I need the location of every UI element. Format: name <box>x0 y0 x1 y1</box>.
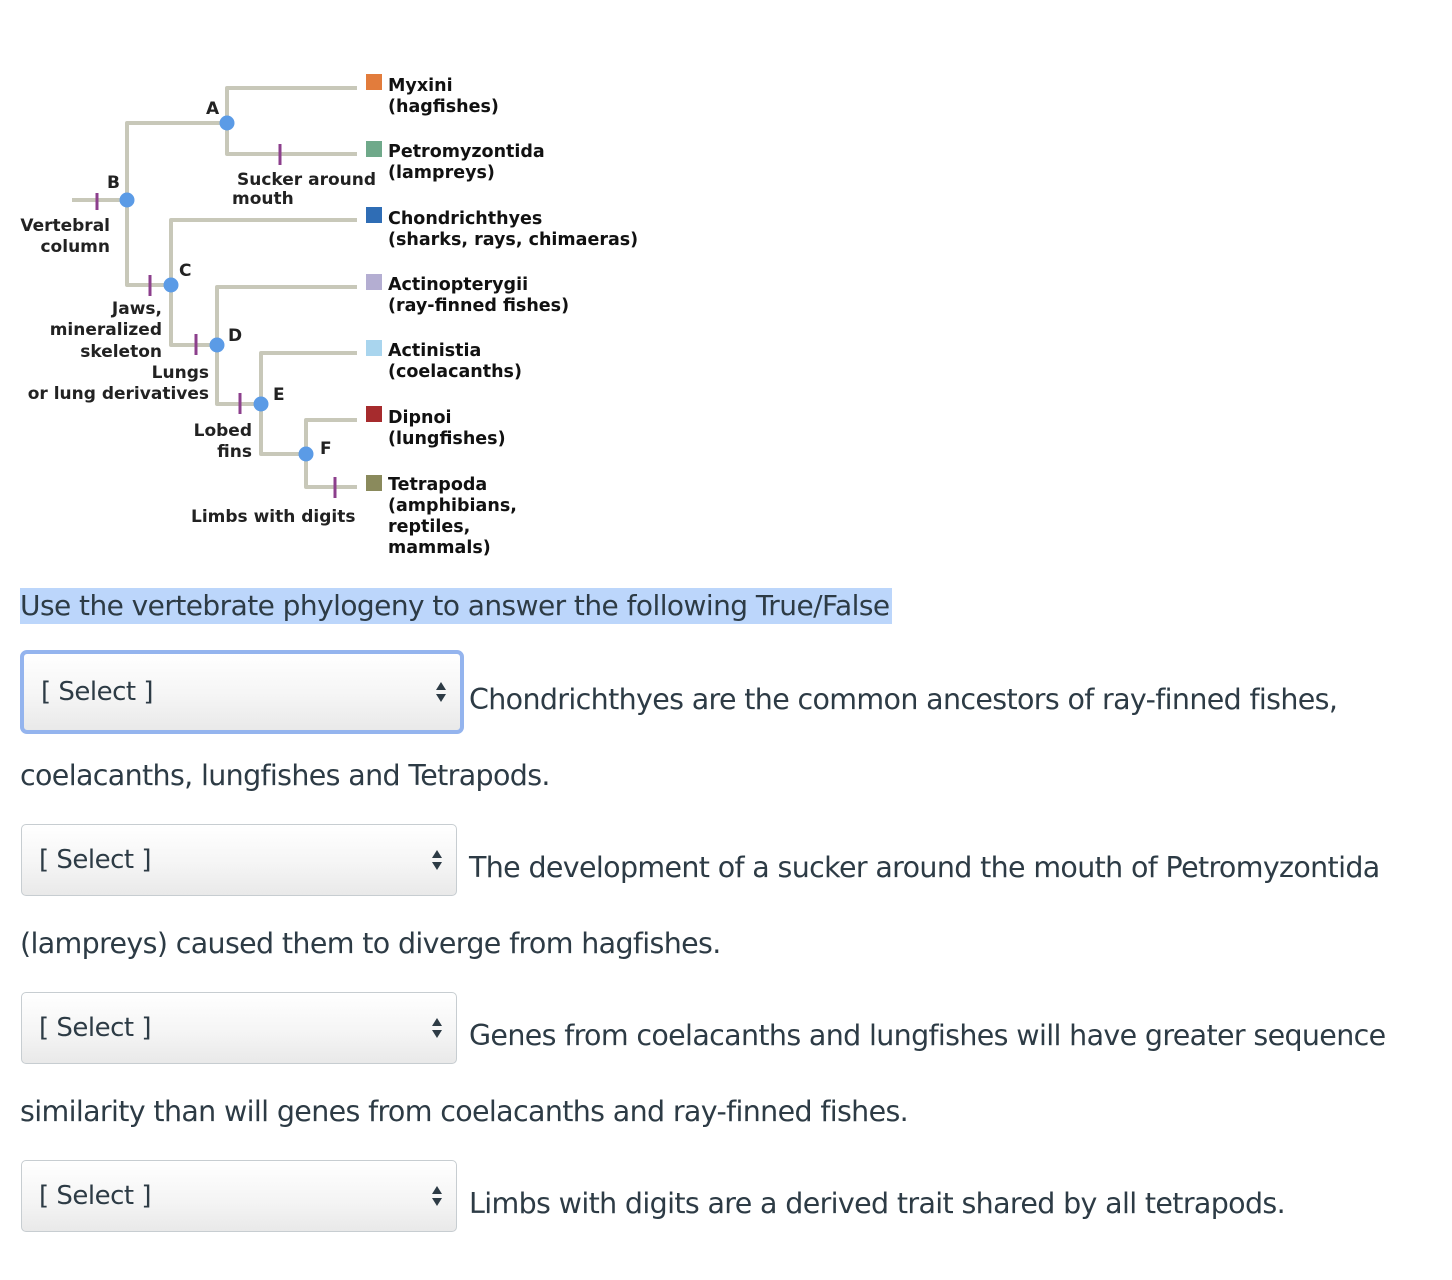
question-3-text-line1: Genes from coelacanths and lungfishes will have greater sequence <box>469 1019 1386 1052</box>
trait-lobed-line2: fins <box>217 442 252 462</box>
trait-vertebral-line2: column <box>40 237 110 257</box>
taxon-tetrapoda-common-1: (amphibians, <box>388 496 517 516</box>
trait-limbs-label: Limbs with digits <box>191 507 356 527</box>
node-label-c: C <box>179 261 192 281</box>
taxon-chondrichthyes-name: Chondrichthyes <box>388 209 543 229</box>
phylogeny-diagram <box>0 0 640 570</box>
trait-lungs-line1: Lungs <box>151 363 209 383</box>
answer-select-3[interactable] <box>21 992 457 1064</box>
question-2-text-line2: (lampreys) caused them to diverge from hagfishes. <box>20 927 721 960</box>
taxon-dipnoi-name: Dipnoi <box>388 408 452 428</box>
branch-b-c <box>127 200 171 285</box>
branch-petromyzontida <box>227 123 357 154</box>
branch-c-d <box>171 285 217 345</box>
node-f <box>299 447 314 462</box>
trait-lobed-line1: Lobed <box>193 421 252 441</box>
taxon-myxini-name: Myxini <box>388 76 453 96</box>
trait-vertebral-line1: Vertebral <box>20 216 110 236</box>
trait-jaws-line1: Jaws, <box>111 299 162 319</box>
swatch-petromyzontida <box>366 141 382 157</box>
taxon-tetrapoda-name: Tetrapoda <box>388 475 488 495</box>
taxon-actinistia-name: Actinistia <box>388 341 482 361</box>
swatch-dipnoi <box>366 406 382 422</box>
node-d <box>210 338 225 353</box>
branch-b-a <box>127 123 227 200</box>
taxon-petromyzontida-common: (lampreys) <box>388 163 495 183</box>
select-value: [ Select ] <box>39 1013 152 1043</box>
taxon-tetrapoda-common-3: mammals) <box>388 538 491 558</box>
taxon-actinopterygii-name: Actinopterygii <box>388 275 529 295</box>
select-arrows-icon <box>431 848 443 872</box>
taxon-tetrapoda-common-2: reptiles, <box>388 517 471 537</box>
select-arrows-icon <box>431 1016 443 1040</box>
taxon-petromyzontida-name: Petromyzontida <box>388 142 545 162</box>
answer-select-1[interactable] <box>20 650 464 734</box>
swatch-chondrichthyes <box>366 207 382 223</box>
branch-chondrichthyes <box>171 220 357 285</box>
select-value: [ Select ] <box>41 677 154 707</box>
select-arrows-icon <box>435 680 447 704</box>
select-value: [ Select ] <box>39 845 152 875</box>
question-4-text-line1: Limbs with digits are a derived trait shared by all tetrapods. <box>469 1187 1285 1220</box>
answer-select-2[interactable] <box>21 824 457 896</box>
question-1-text-line2: coelacanths, lungfishes and Tetrapods. <box>20 759 550 792</box>
branch-myxini <box>227 88 357 123</box>
node-label-b: B <box>107 173 120 193</box>
node-c <box>164 278 179 293</box>
swatch-actinopterygii <box>366 274 382 290</box>
node-label-d: D <box>228 326 243 346</box>
taxon-myxini-common: (hagfishes) <box>388 97 499 117</box>
taxon-actinopterygii-common: (ray-finned fishes) <box>388 296 570 316</box>
trait-jaws-line3: skeleton <box>80 342 162 362</box>
node-label-f: F <box>320 439 332 459</box>
select-value: [ Select ] <box>39 1181 152 1211</box>
trait-jaws-line2: mineralized <box>49 320 162 340</box>
swatch-myxini <box>366 74 382 90</box>
trait-labels <box>20 170 376 527</box>
node-label-e: E <box>273 385 285 405</box>
answer-select-4[interactable] <box>21 1160 457 1232</box>
question-1-text-line1: Chondrichthyes are the common ancestors of ray-finned fishes, <box>469 683 1338 716</box>
node-a <box>220 116 235 131</box>
select-arrows-icon <box>431 1184 443 1208</box>
taxon-dipnoi-common: (lungfishes) <box>388 429 506 449</box>
question-2-text-line1: The development of a sucker around the mouth of Petromyzontida <box>469 851 1380 884</box>
trait-lungs-line2: or lung derivatives <box>27 384 209 404</box>
taxon-actinistia-common: (coelacanths) <box>388 362 522 382</box>
swatch-tetrapoda <box>366 475 382 491</box>
node-e <box>254 397 269 412</box>
question-3-text-line2: similarity than will genes from coelacanths and ray-finned fishes. <box>20 1095 909 1128</box>
trait-sucker-line2: mouth <box>232 189 294 209</box>
swatch-actinistia <box>366 340 382 356</box>
trait-sucker-line1: Sucker around <box>237 170 377 190</box>
taxa-legend <box>366 74 638 558</box>
branch-e-f <box>261 404 306 454</box>
question-prompt: Use the vertebrate phylogeny to answer the following True/False <box>20 589 890 622</box>
taxon-chondrichthyes-common: (sharks, rays, chimaeras) <box>388 230 639 250</box>
node-label-a: A <box>206 99 220 119</box>
node-b <box>120 193 135 208</box>
